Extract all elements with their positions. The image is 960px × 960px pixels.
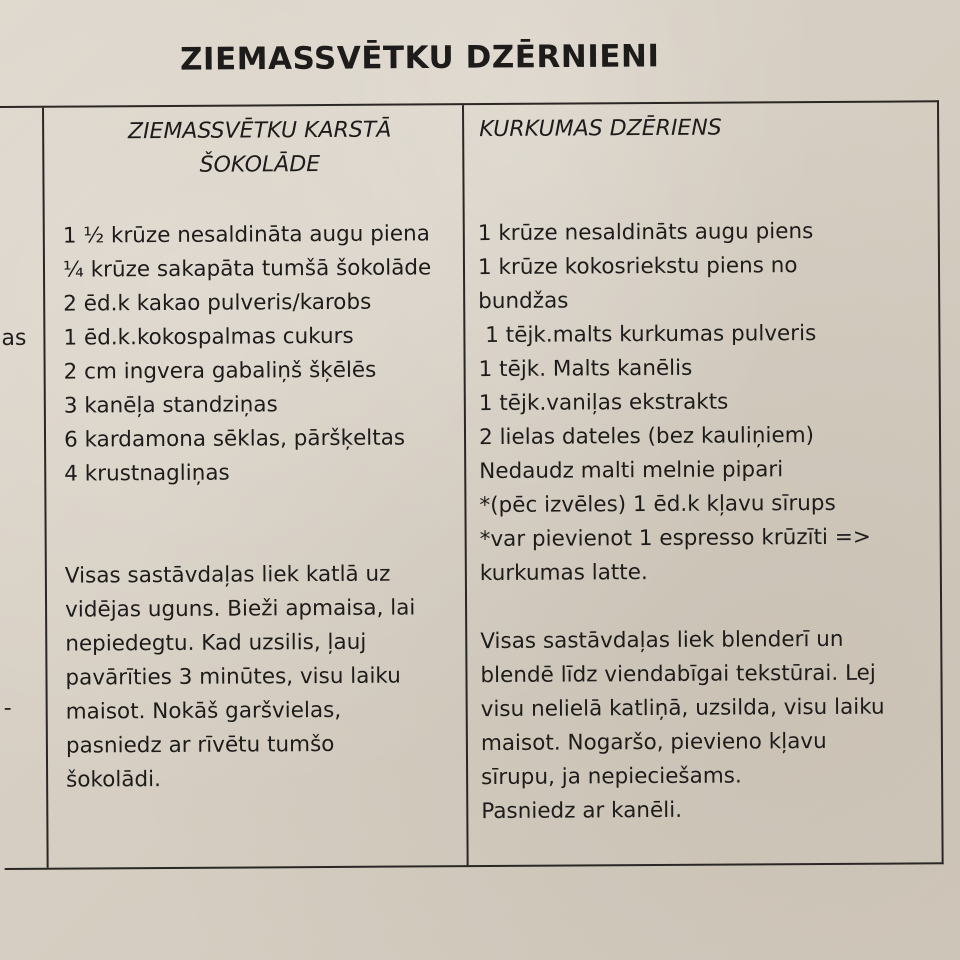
recipe-instructions bbox=[65, 557, 446, 797]
instruction-line: pavārīties 3 minūtes, visu laiku bbox=[65, 663, 401, 691]
ingredient-item: 6 kardamona sēklas, pāršķeltas bbox=[63, 425, 406, 453]
ingredient-item: kurkumas latte. bbox=[479, 560, 648, 587]
instruction-line: maisot. Nogaršo, pievieno kļavu bbox=[480, 728, 827, 757]
ingredient-item: 1 ½ krūze nesaldināta augu piena bbox=[62, 221, 430, 249]
ingredient-item: 1 ēd.k.kokospalmas cukurs bbox=[63, 323, 354, 351]
ingredient-item: bundžas bbox=[478, 288, 569, 315]
ingredient-item: 1 krūze kokosriekstu piens no bbox=[477, 253, 798, 281]
recipe-title-line: ŠOKOLĀDE bbox=[199, 152, 321, 178]
instruction-line: Visas sastāvdaļas liek blenderī un bbox=[480, 626, 844, 655]
instruction-line: Visas sastāvdaļas liek katlā uz bbox=[64, 561, 391, 589]
recipe-title-line: ZIEMASSVĒTKU KARSTĀ bbox=[127, 117, 392, 145]
recipe-title-line: KURKUMAS DZĒRIENS bbox=[479, 115, 722, 143]
instruction-line: visu nelielā katliņā, uzsilda, visu laiku bbox=[480, 694, 885, 723]
instruction-line: nepiedegtu. Kad uzsilis, ļauj bbox=[65, 629, 367, 657]
instruction-line: Pasniedz ar kanēli. bbox=[481, 797, 683, 825]
ingredient-item: 4 krustnagliņas bbox=[64, 460, 230, 487]
recipe-title bbox=[479, 112, 722, 147]
ingredient-item: Nedaudz malti melnie pipari bbox=[479, 457, 784, 485]
instruction-line: maisot. Nokāš garšvielas, bbox=[65, 697, 342, 725]
ingredient-item: 1 krūze nesaldināts augu piens bbox=[477, 219, 814, 247]
ingredient-item: 3 kanēļa standziņas bbox=[63, 392, 278, 419]
previous-column-fragment: - bbox=[3, 695, 12, 721]
column-divider bbox=[462, 105, 469, 865]
instruction-line: pasniedz ar rīvētu tumšo bbox=[65, 731, 335, 759]
ingredient-item: 1 tējk.malts kurkumas pulveris bbox=[478, 321, 817, 349]
ingredient-item: 1 tējk. Malts kanēlis bbox=[478, 355, 693, 383]
ingredient-list bbox=[63, 217, 433, 491]
ingredient-item: 2 ēd.k kakao pulveris/karobs bbox=[63, 289, 372, 317]
ingredient-item: ¼ krūze sakapāta tumšā šokolāde bbox=[62, 255, 432, 283]
ingredient-item: *var pievienot 1 espresso krūzīti => bbox=[479, 524, 871, 553]
ingredient-item: *(pēc izvēles) 1 ēd.k kļavu sīrups bbox=[479, 490, 836, 519]
ingredient-list bbox=[478, 215, 871, 591]
document-title: ZIEMASSVĒTKU DZĒRNIENI bbox=[179, 38, 660, 78]
column-divider bbox=[42, 108, 49, 868]
instruction-line: šokolādi. bbox=[66, 767, 162, 793]
instruction-line: vidējas uguns. Bieži apmaisa, lai bbox=[65, 595, 416, 623]
previous-column-fragment: as bbox=[1, 325, 27, 351]
instruction-line: sīrupu, ja nepieciešams. bbox=[481, 763, 742, 791]
recipe-title bbox=[62, 113, 457, 183]
ingredient-item: 2 cm ingvera gabaliņš šķēlēs bbox=[63, 357, 377, 385]
recipe-table bbox=[0, 100, 944, 870]
recipe-turmeric-drink bbox=[477, 102, 922, 825]
recipe-instructions bbox=[480, 622, 921, 829]
recipe-hot-chocolate bbox=[62, 105, 457, 793]
ingredient-item: 2 lielas dateles (bez kauliņiem) bbox=[478, 423, 815, 451]
ingredient-item: 1 tējk.vaniļas ekstrakts bbox=[478, 389, 729, 417]
instruction-line: blendē līdz viendabīgai tekstūrai. Lej bbox=[480, 660, 876, 689]
